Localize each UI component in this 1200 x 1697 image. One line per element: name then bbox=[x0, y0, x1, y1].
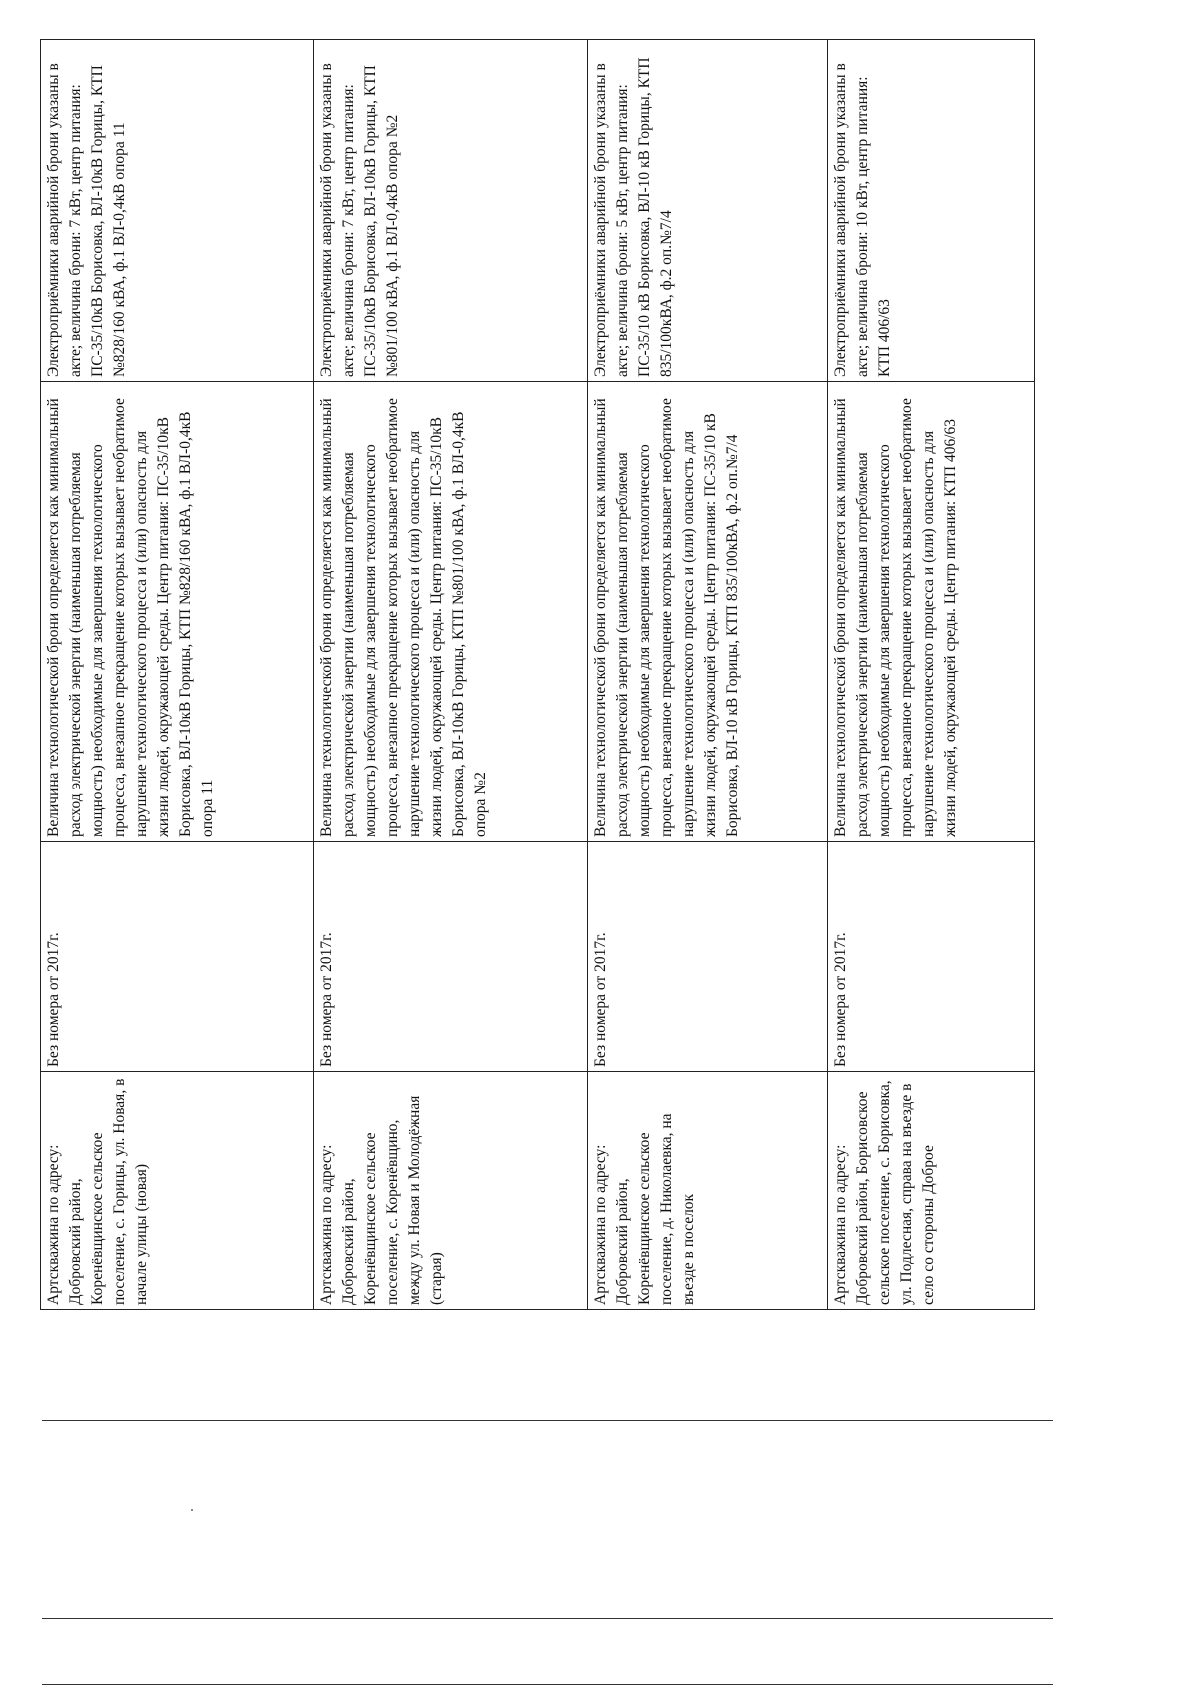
horizontal-rule bbox=[42, 1618, 1053, 1619]
emergency-reserve-cell: Электроприёмники аварийной брони указаны в акте; величина брони: 7 кВт, центр питания: ПС-35/10кВ Борисовка, ВЛ-10кВ Горицы, КТП №828/160 кВА, ф.1 ВЛ-0,4кВ опора 11 bbox=[41, 40, 314, 382]
technological-reserve-cell: Величина технологической брони определяется как минимальный расход электрической энергии (наименьшая потребляемая мощность) необходимые для завершения технологического процесса, внезапное прекращение которых вызывает необратимое нарушение технологического процесса и (или) опасность для жизни людей, окружающей среды. Центр питания: ПС-35/10 кВ Борисовка, ВЛ-10 кВ Горицы, КТП 835/100кВА, ф.2 оп.№7/4 bbox=[587, 382, 827, 842]
act-number-cell: Без номера от 2017г. bbox=[314, 842, 587, 1072]
emergency-reserve-cell: Электроприёмники аварийной брони указаны в акте; величина брони: 5 кВт, центр питания: ПС-35/10 кВ Борисовка, ВЛ-10 кВ Горицы, КТП 835/100кВА, ф.2 оп.№7/4 bbox=[587, 40, 827, 382]
object-address-cell: Артскважина по адресу: Добровский район, Коренёвщинское сельское поселение, с. Коренёвщино, между ул. Новая и Молодёжная (старая) bbox=[314, 1072, 587, 1310]
horizontal-rule bbox=[42, 1684, 1053, 1685]
table-row bbox=[314, 40, 587, 1310]
table-row bbox=[587, 40, 827, 1310]
technological-reserve-cell: Величина технологической брони определяется как минимальный расход электрической энергии (наименьшая потребляемая мощность) необходимые для завершения технологического процесса, внезапное прекращение которых вызывает необратимое нарушение технологического процесса и (или) опасность для жизни людей, окружающей среды. Центр питания: ПС-35/10кВ Борисовка, ВЛ-10кВ Горицы, КТП №828/160 кВА, ф.1 ВЛ-0,4кВ опора 11 bbox=[41, 382, 314, 842]
technological-reserve-cell: Величина технологической брони определяется как минимальный расход электрической энергии (наименьшая потребляемая мощность) необходимые для завершения технологического процесса, внезапное прекращение которых вызывает необратимое нарушение технологического процесса и (или) опасность для жизни людей, окружающей среды. Центр питания: ПС-35/10кВ Борисовка, ВЛ-10кВ Горицы, КТП №801/100 кВА, ф.1 ВЛ-0,4кВ опора №2 bbox=[314, 382, 587, 842]
object-address-cell: Артскважина по адресу: Добровский район, Коренёвщинское сельское поселение, с. Горицы, ул. Новая, в начале улицы (новая) bbox=[41, 1072, 314, 1310]
act-number-cell: Без номера от 2017г. bbox=[587, 842, 827, 1072]
horizontal-rule bbox=[42, 1420, 1053, 1421]
scan-speck bbox=[191, 1509, 193, 1511]
emergency-reserve-cell: Электроприёмники аварийной брони указаны в акте; величина брони: 10 кВт, центр питания: КТП 406/63 bbox=[828, 40, 1035, 382]
table-row bbox=[828, 40, 1035, 1310]
emergency-reserve-cell: Электроприёмники аварийной брони указаны в акте; величина брони: 7 кВт, центр питания: ПС-35/10кВ Борисовка, ВЛ-10кВ Горицы, КТП №801/100 кВА, ф.1 ВЛ-0,4кВ опора №2 bbox=[314, 40, 587, 382]
act-number-cell: Без номера от 2017г. bbox=[41, 842, 314, 1072]
reservation-table bbox=[40, 39, 1035, 1310]
rotated-page-content bbox=[40, 40, 1035, 1310]
technological-reserve-cell: Величина технологической брони определяется как минимальный расход электрической энергии (наименьшая потребляемая мощность) необходимые для завершения технологического процесса, внезапное прекращение которых вызывает необратимое нарушение технологического процесса и (или) опасность для жизни людей, окружающей среды. Центр питания: КТП 406/63 bbox=[828, 382, 1035, 842]
object-address-cell: Артскважина по адресу: Добровский район, Борисовское сельское поселение, с. Борисовка, ул. Подлесная, справа на въезде в село со стороны Доброе bbox=[828, 1072, 1035, 1310]
act-number-cell: Без номера от 2017г. bbox=[828, 842, 1035, 1072]
table-row bbox=[41, 40, 314, 1310]
object-address-cell: Артскважина по адресу: Добровский район, Коренёвщинское сельское поселение, д. Николаевка, на въезде в поселок bbox=[587, 1072, 827, 1310]
